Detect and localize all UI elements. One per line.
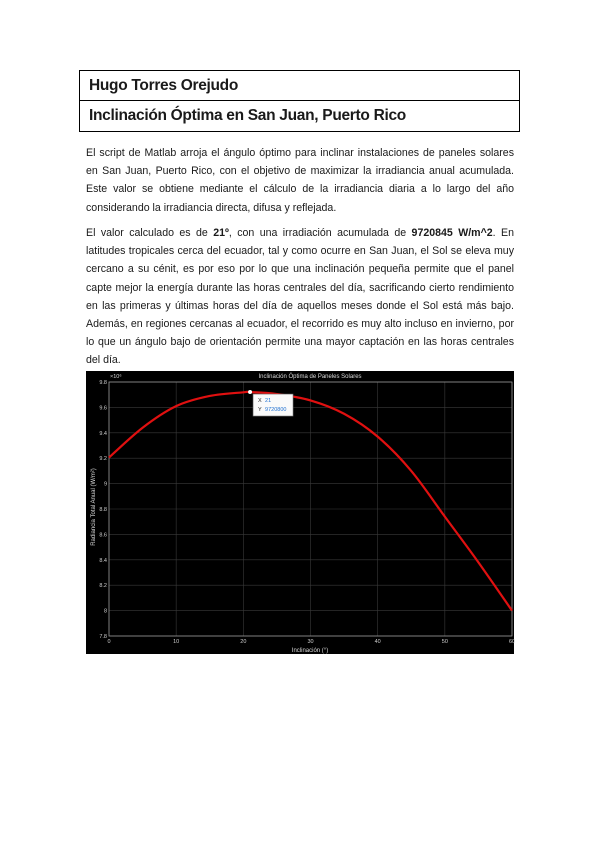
x-tick-label: 20 (240, 639, 247, 645)
y-tick-label: 7.8 (99, 634, 107, 640)
y-tick-label: 9.6 (99, 405, 107, 412)
datatip-x-value: 21 (265, 398, 272, 405)
results-text-3: . En latitudes tropicales cerca del ecuador, tal y como ocurre en San Juan, el Sol se eleva muy cercano a su cénit, es por eso por lo que una inclinación pequeña permite que el panel capte mejor la energía durante las horas centrales del día, sacrificando cierto rendimiento en las primeras y últimas horas del día de aquellos meses donde el Sol está más bajo. Además, en regiones cercanas al ecuador, el recorrido es muy alto incluso en invierno, por lo que un ángulo bajo de orientación permite una mayor captación en las horas centrales del día. (86, 227, 514, 367)
y-tick-label: 8 (103, 608, 107, 615)
x-axis-label: Inclinación (°) (291, 648, 329, 654)
x-tick-label: 60 (508, 639, 516, 645)
results-text-2: , con una irradiación acumulada de (228, 227, 412, 239)
tilt-chart (86, 371, 514, 654)
x-tick-label: 40 (374, 639, 381, 645)
y-tick-label: 8.6 (99, 532, 107, 539)
y-tick-label: 9.8 (99, 380, 107, 386)
irradiation-value: 9720845 W/m^2 (411, 227, 493, 239)
chart-title: Inclinación Óptima de Paneles Solares (258, 374, 362, 380)
intro-paragraph: El script de Matlab arroja el ángulo óptimo para inclinar instalaciones de paneles solares en San Juan, Puerto Rico, con el objetivo de maximizar la irradiancia anual acumulada. Este valor se obtiene mediante el cálculo de la irradiancia diaria a lo largo del año considerando la irradiancia directa, difusa y reflejada. (86, 147, 514, 214)
datatip[interactable] (253, 394, 293, 416)
datatip-y-label: Y (258, 407, 262, 414)
results-text-1: El valor calculado es de (86, 227, 214, 239)
grid (109, 382, 512, 636)
optimal-angle-value: 21º (213, 227, 229, 239)
y-exponent-label: ×10⁶ (110, 374, 122, 380)
x-tick-label: 30 (307, 639, 314, 645)
results-paragraph (86, 224, 514, 370)
header-box (79, 70, 520, 132)
datatip-marker[interactable] (248, 390, 252, 394)
x-tick-label: 10 (173, 639, 180, 645)
y-tick-label: 9 (103, 481, 107, 488)
y-tick-label: 8.2 (99, 583, 107, 590)
datatip-y-value: 9720800 (265, 407, 287, 414)
y-tick-label: 8.8 (99, 507, 107, 513)
y-tick-label: 9.2 (99, 456, 107, 463)
x-tick-label: 0 (107, 639, 111, 645)
matlab-figure (86, 371, 514, 654)
y-tick-label: 8.4 (99, 557, 107, 564)
author-name: Hugo Torres Orejudo (80, 71, 519, 101)
x-tick-label: 50 (441, 639, 448, 645)
document-title: Inclinación Óptima en San Juan, Puerto Rico (89, 107, 406, 124)
datatip-x-label: X (258, 398, 262, 405)
y-tick-label: 9.4 (99, 430, 107, 437)
y-axis-label: Radiancia Total Anual (W/m²) (91, 468, 97, 546)
